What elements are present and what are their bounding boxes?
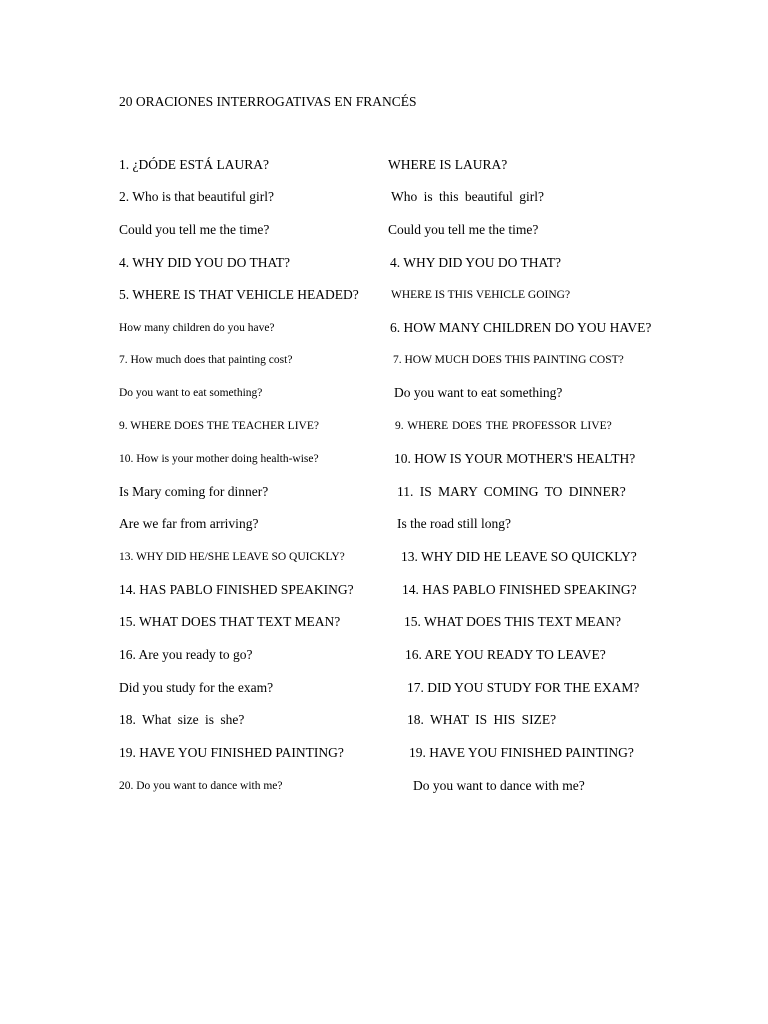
sentence-row-3	[0, 221, 768, 245]
sentence-row-10	[0, 450, 768, 474]
sentence-row-4	[0, 254, 768, 278]
sentence-row-2	[0, 188, 768, 212]
translated-sentence: Do you want to eat something?	[394, 385, 563, 400]
sentence-row-13	[0, 548, 768, 572]
original-sentence: Is Mary coming for dinner?	[119, 484, 269, 499]
translated-sentence: 6. HOW MANY CHILDREN DO YOU HAVE?	[390, 320, 652, 335]
translated-sentence: 9. WHERE DOES THE PROFESSOR LIVE?	[395, 420, 612, 432]
translated-sentence: 10. HOW IS YOUR MOTHER'S HEALTH?	[394, 451, 636, 466]
original-sentence: 15. WHAT DOES THAT TEXT MEAN?	[119, 614, 341, 629]
sentence-row-14	[0, 581, 768, 605]
sentence-row-19	[0, 744, 768, 768]
sentence-row-20	[0, 777, 768, 801]
original-sentence: Did you study for the exam?	[119, 680, 274, 695]
translated-sentence: 13. WHY DID HE LEAVE SO QUICKLY?	[401, 549, 637, 564]
original-sentence: 5. WHERE IS THAT VEHICLE HEADED?	[119, 287, 359, 302]
sentence-row-8	[0, 384, 768, 408]
translated-sentence: 11. IS MARY COMING TO DINNER?	[397, 484, 626, 499]
original-sentence: Could you tell me the time?	[119, 222, 270, 237]
original-sentence: 20. Do you want to dance with me?	[119, 780, 283, 792]
translated-sentence: Could you tell me the time?	[388, 222, 539, 237]
sentence-row-11	[0, 483, 768, 507]
translated-sentence: Who is this beautiful girl?	[391, 189, 544, 204]
translated-sentence: 18. WHAT IS HIS SIZE?	[407, 712, 557, 727]
original-sentence: 10. How is your mother doing health-wise?	[119, 453, 319, 465]
sentence-row-12	[0, 515, 768, 539]
translated-sentence: 7. HOW MUCH DOES THIS PAINTING COST?	[393, 354, 624, 366]
sentence-row-6	[0, 319, 768, 343]
original-sentence: 14. HAS PABLO FINISHED SPEAKING?	[119, 582, 354, 597]
translated-sentence: 4. WHY DID YOU DO THAT?	[390, 255, 561, 270]
original-sentence: 2. Who is that beautiful girl?	[119, 189, 274, 204]
page-title: 20 ORACIONES INTERROGATIVAS EN FRANCÉS	[119, 94, 417, 109]
sentence-row-1	[0, 156, 768, 180]
translated-sentence: 15. WHAT DOES THIS TEXT MEAN?	[404, 614, 622, 629]
original-sentence: Do you want to eat something?	[119, 387, 263, 399]
sentence-row-5	[0, 286, 768, 310]
translated-sentence: WHERE IS THIS VEHICLE GOING?	[391, 289, 571, 301]
original-sentence: 1. ¿DÓDE ESTÁ LAURA?	[119, 157, 269, 172]
original-sentence: 7. How much does that painting cost?	[119, 354, 293, 366]
translated-sentence: 17. DID YOU STUDY FOR THE EXAM?	[407, 680, 640, 695]
original-sentence: How many children do you have?	[119, 322, 275, 334]
sentence-row-16	[0, 646, 768, 670]
translated-sentence: Is the road still long?	[397, 516, 511, 531]
original-sentence: 13. WHY DID HE/SHE LEAVE SO QUICKLY?	[119, 551, 345, 563]
original-sentence: 16. Are you ready to go?	[119, 647, 253, 662]
sentence-row-9	[0, 417, 768, 441]
original-sentence: 9. WHERE DOES THE TEACHER LIVE?	[119, 420, 319, 432]
original-sentence: 18. What size is she?	[119, 712, 245, 727]
original-sentence: 4. WHY DID YOU DO THAT?	[119, 255, 290, 270]
translated-sentence: 14. HAS PABLO FINISHED SPEAKING?	[402, 582, 637, 597]
sentence-row-15	[0, 613, 768, 637]
sentence-row-17	[0, 679, 768, 703]
sentence-row-7	[0, 351, 768, 375]
translated-sentence: Do you want to dance with me?	[413, 778, 585, 793]
translated-sentence: WHERE IS LAURA?	[388, 157, 508, 172]
sentence-row-18	[0, 711, 768, 735]
translated-sentence: 16. ARE YOU READY TO LEAVE?	[405, 647, 606, 662]
original-sentence: 19. HAVE YOU FINISHED PAINTING?	[119, 745, 344, 760]
translated-sentence: 19. HAVE YOU FINISHED PAINTING?	[409, 745, 634, 760]
original-sentence: Are we far from arriving?	[119, 516, 259, 531]
